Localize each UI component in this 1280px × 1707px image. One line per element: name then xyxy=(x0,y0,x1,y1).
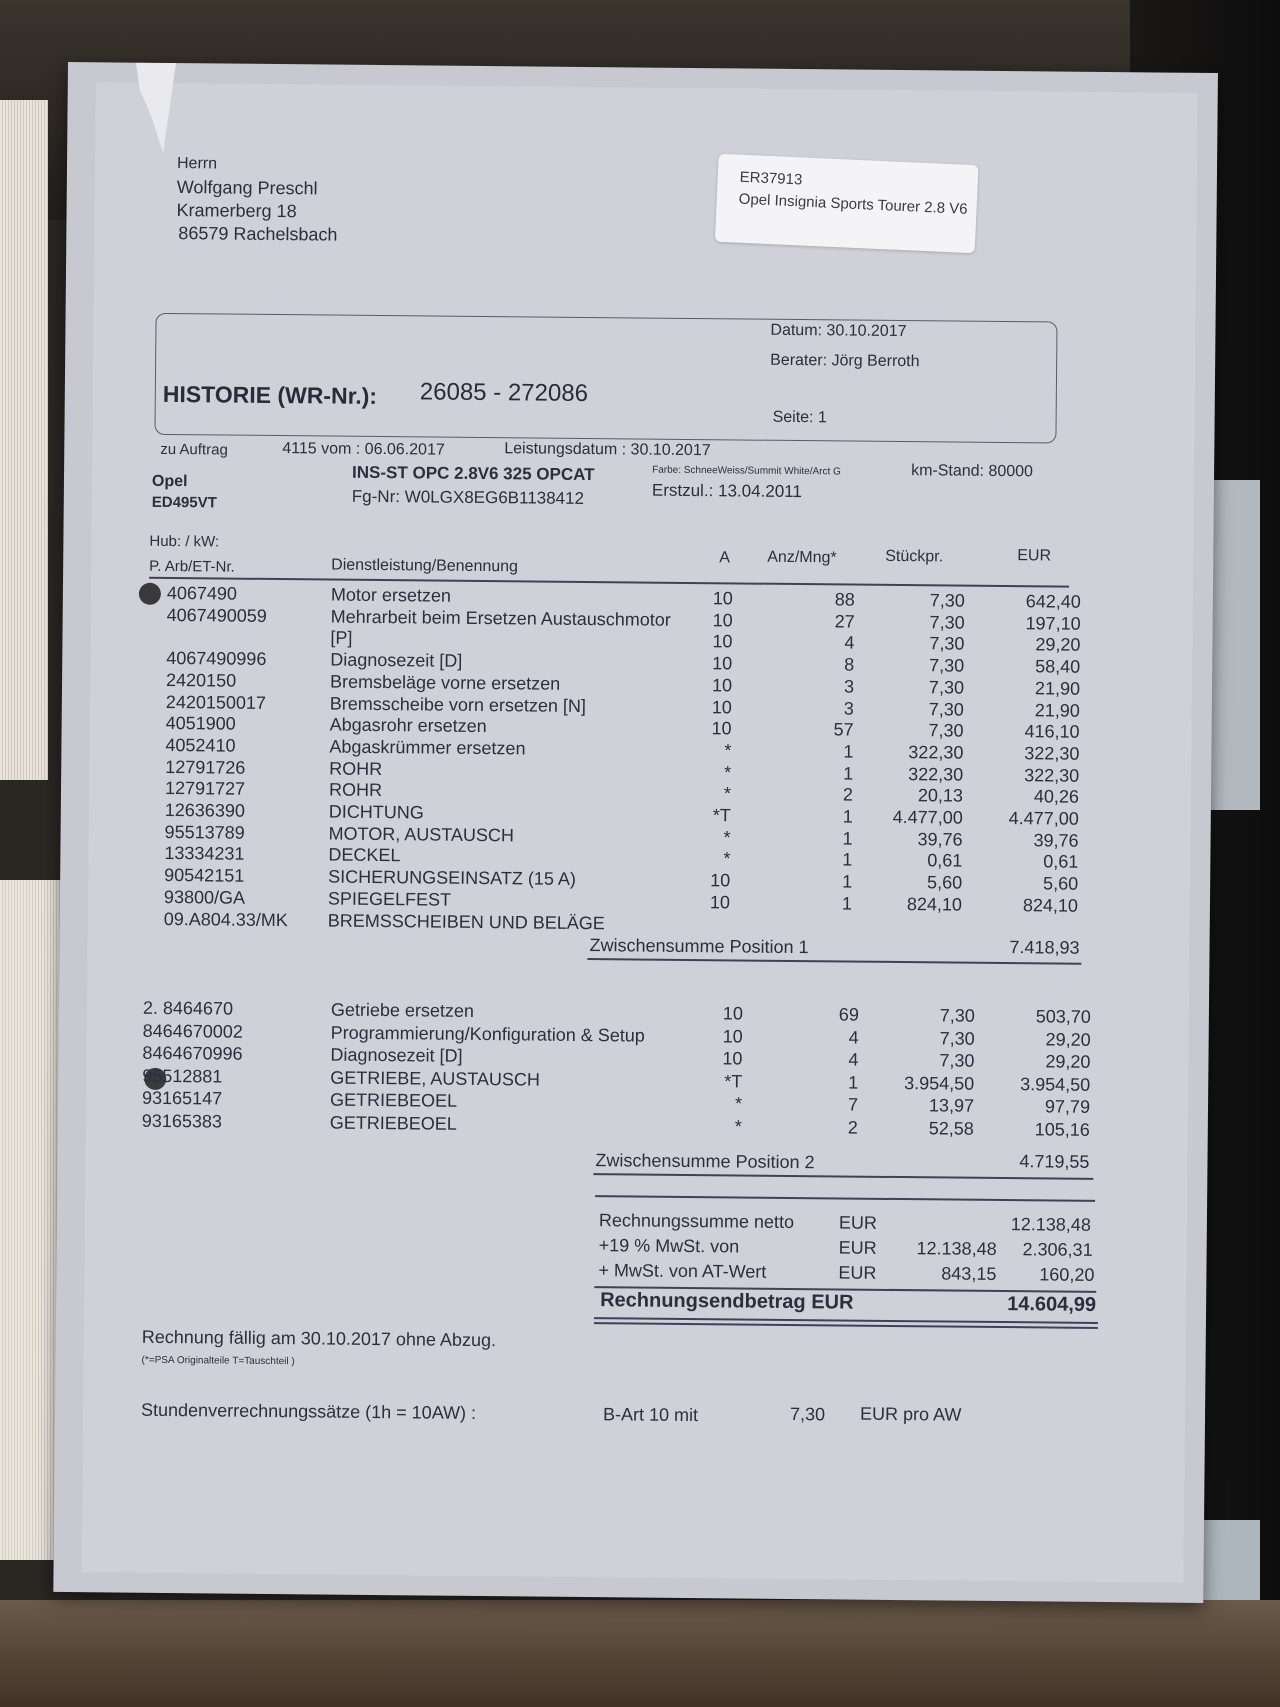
row-a: 10 xyxy=(722,1048,743,1069)
row-part-number: 93165383 xyxy=(141,1110,223,1132)
row-quantity: 4 xyxy=(848,1027,859,1048)
row-a: * xyxy=(723,848,731,869)
row-quantity: 2 xyxy=(842,784,854,805)
customer-city: 86579 Rachelsbach xyxy=(178,223,338,245)
row-a: 10 xyxy=(711,718,732,739)
hub-kw: Hub: / kW: xyxy=(149,532,220,551)
punch-hole-1 xyxy=(139,583,161,605)
vehicle-plate: ED495VT xyxy=(151,493,217,512)
row-description: SPIEGELFEST xyxy=(327,888,452,910)
row-unit-price: 7,30 xyxy=(939,1027,975,1049)
row-quantity: 1 xyxy=(842,871,853,892)
row-a: *T xyxy=(712,805,731,826)
row-description: GETRIEBEOEL xyxy=(329,1089,458,1111)
row-description: SICHERUNGSEINSATZ (15 A) xyxy=(328,866,576,890)
row-description: Abgaskrümmer ersetzen xyxy=(329,736,526,759)
col-header-unit: Stückpr. xyxy=(885,547,944,566)
row-a: 10 xyxy=(712,609,733,631)
subtotal-2-label: Zwischensumme Position 2 xyxy=(595,1150,815,1173)
row-description: Programmierung/Konfiguration & Setup xyxy=(330,1022,645,1046)
row-part-number: 2420150017 xyxy=(165,691,267,713)
row-quantity: 4 xyxy=(848,1049,859,1070)
row-unit-price: 7,30 xyxy=(929,655,965,676)
row-description: GETRIEBE, AUSTAUSCH xyxy=(330,1067,541,1090)
row-quantity: 1 xyxy=(842,806,853,827)
row-description: ROHR xyxy=(329,758,383,779)
row-eur-total: 4.477,00 xyxy=(1008,808,1079,829)
row-part-number: 95512881 xyxy=(142,1065,223,1087)
col-header-eur: EUR xyxy=(1017,547,1052,565)
row-a: * xyxy=(724,740,732,761)
row-unit-price: 20,13 xyxy=(917,785,964,806)
row-description: MOTOR, AUSTAUSCH xyxy=(328,823,515,846)
row-eur-total: 39,76 xyxy=(1033,829,1079,851)
row-unit-price: 322,30 xyxy=(908,741,964,763)
sticker-vehicle: Opel Insignia Sports Tourer 2.8 V6 xyxy=(738,190,968,218)
row-part-number: 09.A804.33/MK xyxy=(163,908,288,930)
row-description: Diagnosezeit [D] xyxy=(330,1044,463,1066)
wr-number: 26085 - 272086 xyxy=(419,378,589,408)
row-part-number: 2. 8464670 xyxy=(142,997,234,1019)
book-edge-left xyxy=(0,100,48,780)
row-quantity: 3 xyxy=(843,676,855,697)
row-quantity: 1 xyxy=(842,849,853,870)
customer-name: Wolfgang Preschl xyxy=(176,177,318,199)
row-a: * xyxy=(723,783,732,804)
row-part-number: 12791727 xyxy=(164,778,246,800)
salutation: Herrn xyxy=(176,155,218,173)
final-label: Rechnungsendbetrag EUR xyxy=(600,1289,854,1314)
net-label: Rechnungssumme netto xyxy=(598,1210,795,1233)
row-a: * xyxy=(723,827,731,848)
subtotal-1-label: Zwischensumme Position 1 xyxy=(589,935,809,958)
row-a: *T xyxy=(724,1070,743,1092)
vehicle-model: INS-ST OPC 2.8V6 325 OPCAT xyxy=(351,462,595,485)
row-part-number: 8464670002 xyxy=(142,1020,243,1042)
vat-currency: EUR xyxy=(838,1237,877,1258)
row-part-number: 90542151 xyxy=(164,865,245,886)
vehicle-color: Farbe: SchneeWeiss/Summit White/Arct G xyxy=(652,464,841,478)
row-description: Bremsscheibe vorn ersetzen [N] xyxy=(329,693,587,716)
row-a: 10 xyxy=(712,588,733,609)
rate-value: 7,30 xyxy=(789,1403,826,1425)
row-eur-total: 322,30 xyxy=(1024,764,1080,786)
row-eur-total: 824,10 xyxy=(1022,895,1079,916)
row-part-number: 4067490 xyxy=(166,582,238,604)
row-unit-price: 7,30 xyxy=(939,1005,975,1026)
vat-base: 12.138,48 xyxy=(916,1238,997,1259)
sticker-code: ER37913 xyxy=(739,168,803,189)
background-table xyxy=(0,1600,1280,1707)
final-value: 14.604,99 xyxy=(1007,1293,1097,1316)
row-eur-total: 97,79 xyxy=(1044,1096,1091,1117)
row-description: Abgasrohr ersetzen xyxy=(329,714,487,737)
row-quantity: 57 xyxy=(833,719,854,740)
row-a: 10 xyxy=(710,870,731,891)
row-unit-price: 52,58 xyxy=(928,1117,974,1139)
rates-label: Stundenverrechnungssätze (1h = 10AW) : xyxy=(140,1399,477,1423)
col-header-a: A xyxy=(719,549,731,567)
row-a: 10 xyxy=(722,1003,743,1024)
vat-label: +19 % MwSt. von xyxy=(598,1235,740,1257)
order-label: zu Auftrag xyxy=(160,440,228,459)
row-part-number: 4052410 xyxy=(165,734,236,756)
row-description: BREMSSCHEIBEN UND BELÄGE xyxy=(327,910,605,933)
col-header-description: Dienstleistung/Benennung xyxy=(331,556,519,576)
row-eur-total: 29,20 xyxy=(1045,1051,1091,1072)
row-quantity: 2 xyxy=(847,1117,858,1138)
row-description: DECKEL xyxy=(328,844,401,866)
row-unit-price: 7,30 xyxy=(928,720,964,741)
row-eur-total: 503,70 xyxy=(1035,1006,1091,1027)
row-eur-total: 3.954,50 xyxy=(1020,1073,1091,1095)
vat-value: 2.306,31 xyxy=(1022,1239,1093,1260)
row-unit-price: 7,30 xyxy=(929,590,965,611)
net-currency: EUR xyxy=(838,1212,878,1233)
row-a: 10 xyxy=(712,631,733,652)
row-quantity: 69 xyxy=(838,1004,859,1025)
due-note: Rechnung fällig am 30.10.2017 ohne Abzug. xyxy=(141,1326,497,1351)
row-quantity: 88 xyxy=(834,589,855,610)
row-quantity: 27 xyxy=(834,611,855,632)
row-a: 10 xyxy=(712,653,733,674)
row-a: * xyxy=(724,761,732,782)
row-eur-total: 105,16 xyxy=(1034,1118,1090,1140)
row-eur-total: 40,26 xyxy=(1033,786,1080,808)
customer-street: Kramerberg 18 xyxy=(176,200,297,222)
row-eur-total: 197,10 xyxy=(1025,612,1081,634)
row-unit-price: 39,76 xyxy=(917,828,963,850)
row-description: [P] xyxy=(330,627,353,649)
service-date: Leistungsdatum : 30.10.2017 xyxy=(504,440,711,460)
row-unit-price: 13,97 xyxy=(928,1095,975,1116)
bart-label: B-Art 10 mit xyxy=(602,1404,699,1426)
row-a: 10 xyxy=(711,696,732,717)
row-unit-price: 4.477,00 xyxy=(892,806,963,828)
row-quantity: 1 xyxy=(841,893,853,914)
row-quantity: 7 xyxy=(847,1094,859,1115)
row-eur-total: 21,90 xyxy=(1034,699,1080,721)
row-quantity: 4 xyxy=(844,632,855,653)
row-unit-price: 3.954,50 xyxy=(904,1072,975,1094)
row-a: * xyxy=(734,1093,743,1114)
row-unit-price: 7,30 xyxy=(928,677,965,698)
row-unit-price: 0,61 xyxy=(927,850,963,872)
advisor: Berater: Jörg Berroth xyxy=(770,351,920,371)
row-part-number: 12636390 xyxy=(164,799,246,821)
row-description: Mehrarbeit beim Ersetzen Austauschmotor xyxy=(330,606,671,630)
at-vat-currency: EUR xyxy=(838,1262,877,1283)
row-quantity: 8 xyxy=(844,654,855,675)
order-info: 4115 vom : 06.06.2017 xyxy=(282,440,445,459)
subtotal-1-value: 7.418,93 xyxy=(1009,937,1080,958)
row-unit-price: 322,30 xyxy=(908,763,964,785)
row-part-number: 8464670996 xyxy=(142,1042,243,1064)
row-part-number: 93165147 xyxy=(141,1087,223,1109)
row-description: DICHTUNG xyxy=(328,801,424,823)
row-part-number: 4051900 xyxy=(165,713,236,734)
row-eur-total: 29,20 xyxy=(1035,634,1081,656)
subtotal-2-value: 4.719,55 xyxy=(1019,1151,1090,1172)
vehicle-vin: Fg-Nr: W0LGX8EG6B1138412 xyxy=(351,486,585,508)
col-header-part: P. Arb/ET-Nr. xyxy=(149,557,235,576)
invoice-date: Datum: 30.10.2017 xyxy=(770,321,907,341)
row-a: 10 xyxy=(711,675,733,696)
row-a: 10 xyxy=(722,1025,743,1047)
rate-unit: EUR pro AW xyxy=(859,1403,962,1425)
page-number: Seite: 1 xyxy=(772,408,827,427)
row-unit-price: 7,30 xyxy=(929,611,965,633)
row-quantity: 1 xyxy=(848,1072,859,1093)
row-description: Bremsbeläge vorne ersetzen xyxy=(329,671,561,694)
row-quantity: 1 xyxy=(843,763,854,784)
row-a: 10 xyxy=(709,891,731,913)
row-quantity: 1 xyxy=(843,741,854,762)
row-unit-price: 7,30 xyxy=(928,698,964,720)
row-unit-price: 7,30 xyxy=(929,633,965,655)
row-a: * xyxy=(734,1115,742,1137)
row-eur-total: 322,30 xyxy=(1024,743,1080,764)
invoice-paper xyxy=(53,62,1218,1603)
header-box xyxy=(154,313,1057,444)
row-part-number: 13334231 xyxy=(164,843,245,865)
row-eur-total: 416,10 xyxy=(1024,721,1080,742)
row-description: Motor ersetzen xyxy=(330,584,452,606)
row-part-number: 4067490996 xyxy=(166,648,267,670)
first-registration: Erstzul.: 13.04.2011 xyxy=(651,480,802,502)
history-title: HISTORIE (WR-Nr.): xyxy=(162,380,378,409)
row-quantity: 1 xyxy=(842,828,853,849)
vehicle-sticker xyxy=(715,154,979,253)
legend-note: (*=PSA Originalteile T=Tauschteil ) xyxy=(141,1354,295,1368)
row-unit-price: 824,10 xyxy=(906,893,963,915)
row-eur-total: 5,60 xyxy=(1043,873,1079,894)
row-description: Diagnosezeit [D] xyxy=(330,649,463,671)
at-vat-value: 160,20 xyxy=(1039,1264,1095,1285)
col-header-qty: Anz/Mng* xyxy=(767,548,837,567)
row-unit-price: 5,60 xyxy=(927,872,963,893)
at-vat-base: 843,15 xyxy=(941,1263,997,1284)
row-eur-total: 21,90 xyxy=(1034,678,1081,699)
row-description: ROHR xyxy=(328,779,383,801)
row-part-number: 95513789 xyxy=(164,821,245,843)
row-description: Getriebe ersetzen xyxy=(330,999,475,1021)
vehicle-make: Opel xyxy=(151,472,188,491)
row-eur-total: 642,40 xyxy=(1025,591,1081,612)
row-eur-total: 29,20 xyxy=(1045,1028,1091,1050)
row-part-number: 12791726 xyxy=(165,756,246,778)
mileage: km-Stand: 80000 xyxy=(911,462,1034,481)
row-eur-total: 0,61 xyxy=(1043,851,1079,873)
row-part-number: 4067490059 xyxy=(166,604,267,626)
row-eur-total: 58,40 xyxy=(1035,656,1081,677)
net-value: 12.138,48 xyxy=(1010,1214,1091,1235)
row-quantity: 3 xyxy=(843,697,854,719)
row-unit-price: 7,30 xyxy=(939,1050,975,1071)
at-vat-label: + MwSt. von AT-Wert xyxy=(598,1260,767,1282)
row-part-number: 2420150 xyxy=(165,669,237,691)
row-description: GETRIEBEOEL xyxy=(329,1112,457,1134)
row-part-number: 93800/GA xyxy=(163,886,246,908)
